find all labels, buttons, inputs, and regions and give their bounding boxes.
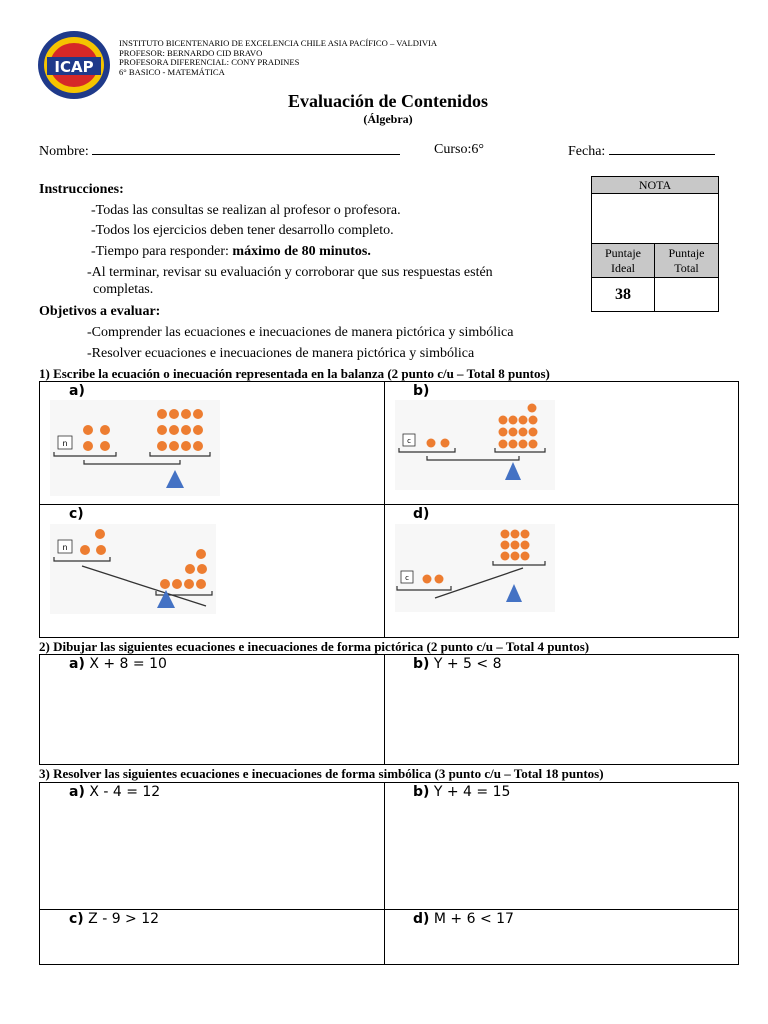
q2-b: b) Y + 5 < 8 <box>413 656 502 672</box>
instruction-item: completas. <box>93 282 154 297</box>
q3-grid <box>39 782 739 965</box>
q1-a-balance <box>50 400 220 496</box>
q3-c: c) Z - 9 > 12 <box>69 911 160 927</box>
curso-label: Curso:6° <box>434 142 484 157</box>
objective-item: -Resolver ecuaciones e inecuaciones de manera pictórica y simbólica <box>87 346 475 361</box>
header-line: 6° BASICO - MATEMÁTICA <box>119 66 225 77</box>
logo-text: ICAP <box>54 58 94 76</box>
q3-b-answer-area[interactable] <box>385 803 738 907</box>
instructions-heading: Instrucciones: <box>39 182 124 197</box>
school-logo <box>37 30 111 100</box>
q3-d-answer-area[interactable] <box>385 930 738 964</box>
name-field[interactable] <box>39 142 400 160</box>
page-title: Evaluación de Contenidos <box>287 91 489 111</box>
page-subtitle: (Álgebra) <box>363 112 413 126</box>
header-line: PROFESOR: BERNARDO CID BRAVO <box>119 47 263 58</box>
time-text: -Tiempo para responder: <box>91 244 233 259</box>
date-label: Fecha: <box>568 144 606 159</box>
q2-heading: 2) Dibujar las siguientes ecuaciones e inecuaciones de forma pictórica (2 punto c/u – Total 4 puntos) <box>39 639 590 654</box>
grade-title: NOTA <box>592 177 718 194</box>
q2-grid <box>39 654 739 765</box>
q3-c-answer-area[interactable] <box>40 930 384 964</box>
q1-a-label: a) <box>69 383 85 399</box>
grade-table <box>591 176 719 312</box>
svg-text:c: c <box>405 574 409 582</box>
name-line[interactable] <box>92 142 400 155</box>
q1-c-label: c) <box>69 506 84 522</box>
instruction-item-time <box>91 244 371 260</box>
date-line[interactable] <box>609 142 715 155</box>
name-label: Nombre: <box>39 144 89 159</box>
instruction-item: -Todas las consultas se realizan al profesor o profesora. <box>91 203 401 218</box>
q2-a: a) X + 8 = 10 <box>69 656 167 672</box>
total-score-box[interactable] <box>655 278 718 311</box>
q3-a: a) X - 4 = 12 <box>69 784 161 800</box>
q1-b-balance <box>395 400 555 490</box>
divider <box>384 382 385 637</box>
q2-a-answer-area[interactable] <box>40 675 384 764</box>
total-score-label: Puntaje Total <box>655 244 718 278</box>
svg-text:c: c <box>407 437 411 445</box>
q3-a-answer-area[interactable] <box>40 803 384 907</box>
svg-text:n: n <box>62 543 68 552</box>
header-line: PROFESORA DIFERENCIAL: CONY PRADINES <box>119 57 300 68</box>
instruction-item: -Al terminar, revisar su evaluación y corroborar que sus respuestas estén <box>87 265 493 280</box>
q2-b-answer-area[interactable] <box>385 675 738 764</box>
q1-d-label: d) <box>413 506 430 522</box>
grade-box[interactable] <box>592 194 718 244</box>
time-bold: máximo de 80 minutos. <box>232 244 371 259</box>
q1-c-balance <box>50 524 216 614</box>
divider <box>40 909 738 910</box>
svg-text:n: n <box>62 439 68 448</box>
objectives-heading: Objetivos a evaluar: <box>39 304 161 319</box>
q3-d: d) M + 6 < 17 <box>413 911 514 927</box>
divider <box>40 504 738 505</box>
ideal-score-value: 38 <box>592 278 655 311</box>
q1-b-label: b) <box>413 383 430 399</box>
ideal-score-label: Puntaje Ideal <box>592 244 655 278</box>
q3-b: b) Y + 4 = 15 <box>413 784 511 800</box>
date-field[interactable] <box>568 142 715 160</box>
instruction-item: -Todos los ejercicios deben tener desarrollo completo. <box>91 223 394 238</box>
q1-d-balance <box>395 524 555 612</box>
school-header <box>119 39 437 77</box>
header-line: INSTITUTO BICENTENARIO DE EXCELENCIA CHILE ASIA PACÍFICO – VALDIVIA <box>119 38 438 48</box>
q3-heading: 3) Resolver las siguientes ecuaciones e inecuaciones de forma simbólica (3 punto c/u – Total 18 puntos) <box>39 766 604 781</box>
objective-item: -Comprender las ecuaciones e inecuaciones de manera pictórica y simbólica <box>87 325 514 340</box>
q1-heading: 1) Escribe la ecuación o inecuación representada en la balanza (2 punto c/u – Total 8 puntos) <box>39 366 550 381</box>
q1-grid <box>39 381 739 638</box>
